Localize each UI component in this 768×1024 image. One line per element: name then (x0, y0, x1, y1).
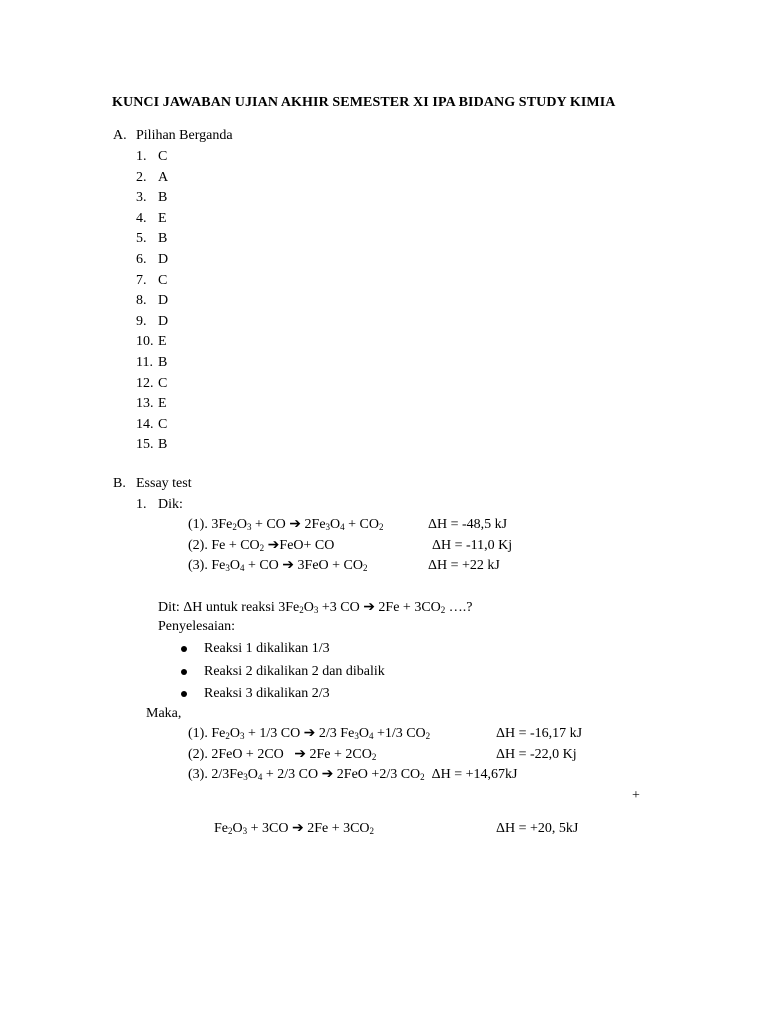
result-reaction-row (188, 746, 608, 764)
answer-choice: D (158, 252, 169, 267)
given-enthalpy: ΔH = -48,5 kJ (428, 517, 508, 532)
answer-choice: D (158, 293, 169, 309)
result-reaction-row (188, 725, 608, 743)
answer-number: 12. (136, 375, 154, 391)
section-a-marker: A. (113, 128, 127, 143)
answer-choice: B (158, 190, 168, 206)
answer-choice: C (158, 375, 168, 391)
section-b-marker: B. (113, 476, 126, 491)
result-enthalpy: ΔH = -22,0 Kj (496, 746, 577, 762)
answer-number: 1. (136, 149, 147, 164)
answer-choice: C (158, 416, 168, 432)
result-enthalpy: ΔH = -16,17 kJ (496, 726, 583, 741)
answer-number: 5. (136, 231, 147, 247)
answer-choice: E (158, 334, 167, 350)
final-equation: $Fe_2O_3 + 3CO$ ➔ $2Fe + 3CO_2$ (214, 821, 375, 836)
given-enthalpy: ΔH = -11,0 Kj (432, 537, 513, 553)
answer-number: 13. (136, 396, 154, 412)
final-enthalpy: ΔH = +20, 5kJ (496, 821, 579, 836)
maka-label: Maka, (146, 706, 182, 721)
dit-question: Dit: ΔH untuk reaksi $3Fe_2O_3 +3$ CO ➔ $2Fe + 3CO_2$ ….? (158, 600, 473, 615)
bullet-icon (181, 646, 187, 652)
given-reaction-row (188, 557, 568, 575)
answer-number: 7. (136, 272, 147, 288)
final-reaction-row (214, 820, 634, 838)
answer-number: 11. (136, 355, 153, 370)
dik-label: Dik: (158, 497, 183, 512)
answer-choice: C (158, 272, 168, 288)
penyelesaian-label: Penyelesaian: (158, 619, 235, 634)
answer-number: 6. (136, 252, 147, 267)
given-equation: (1). $3Fe_2O_3$ + CO ➔ $2Fe_3O_4 + CO_2$ (188, 517, 384, 532)
section-b-heading: Essay test (136, 476, 192, 491)
bullet-icon (181, 669, 187, 675)
answer-choice: C (158, 149, 168, 164)
essay-item-number: 1. (136, 497, 147, 512)
answer-number: 15. (136, 437, 154, 453)
section-a-heading: Pilihan Berganda (136, 128, 233, 143)
given-reaction-row (188, 516, 568, 534)
page-title: KUNCI JAWABAN UJIAN AKHIR SEMESTER XI IPA BIDANG STUDY KIMIA (112, 95, 616, 110)
result-equation: (2). 2FeO + 2CO ➔ $2Fe + 2CO_2$ (188, 746, 377, 762)
answer-number: 3. (136, 190, 147, 206)
answer-number: 14. (136, 416, 154, 432)
result-reaction-row (188, 766, 608, 784)
answer-number: 4. (136, 210, 147, 226)
answer-number: 10. (136, 334, 154, 350)
solution-step: Reaksi 1 dikalikan 1/3 (204, 641, 330, 656)
bullet-icon (181, 691, 187, 697)
result-equation: (1). $Fe_2O_3 + 1/3$ CO ➔ 2/3 $Fe_3O_4 +1/3$ $CO_2$ (188, 726, 431, 741)
given-equation: (3). $Fe_3O_4$ + CO ➔ $3FeO + CO_2$ (188, 558, 368, 573)
answer-number: 2. (136, 169, 147, 185)
answer-choice: E (158, 210, 167, 226)
answer-choice: B (158, 437, 168, 453)
given-enthalpy: ΔH = +22 kJ (428, 558, 500, 573)
sum-plus-sign: + (632, 788, 640, 803)
answer-choice: E (158, 396, 167, 412)
given-reaction-row (188, 537, 568, 555)
given-equation: (2). $Fe + CO_2$ ➔FeO+ CO (188, 537, 335, 553)
answer-choice: D (158, 313, 169, 329)
solution-step: Reaksi 2 dikalikan 2 dan dibalik (204, 663, 385, 679)
answer-choice: B (158, 231, 168, 247)
answer-choice: B (158, 355, 168, 370)
solution-step: Reaksi 3 dikalikan 2/3 (204, 686, 330, 701)
answer-number: 8. (136, 293, 147, 309)
answer-number: 9. (136, 313, 147, 329)
result-equation: (3). $2/3Fe_3O_4 + 2/3$ CO ➔ 2FeO +2/3 $CO_2$ ΔH = +14,67kJ (188, 767, 518, 783)
answer-choice: A (158, 169, 169, 185)
